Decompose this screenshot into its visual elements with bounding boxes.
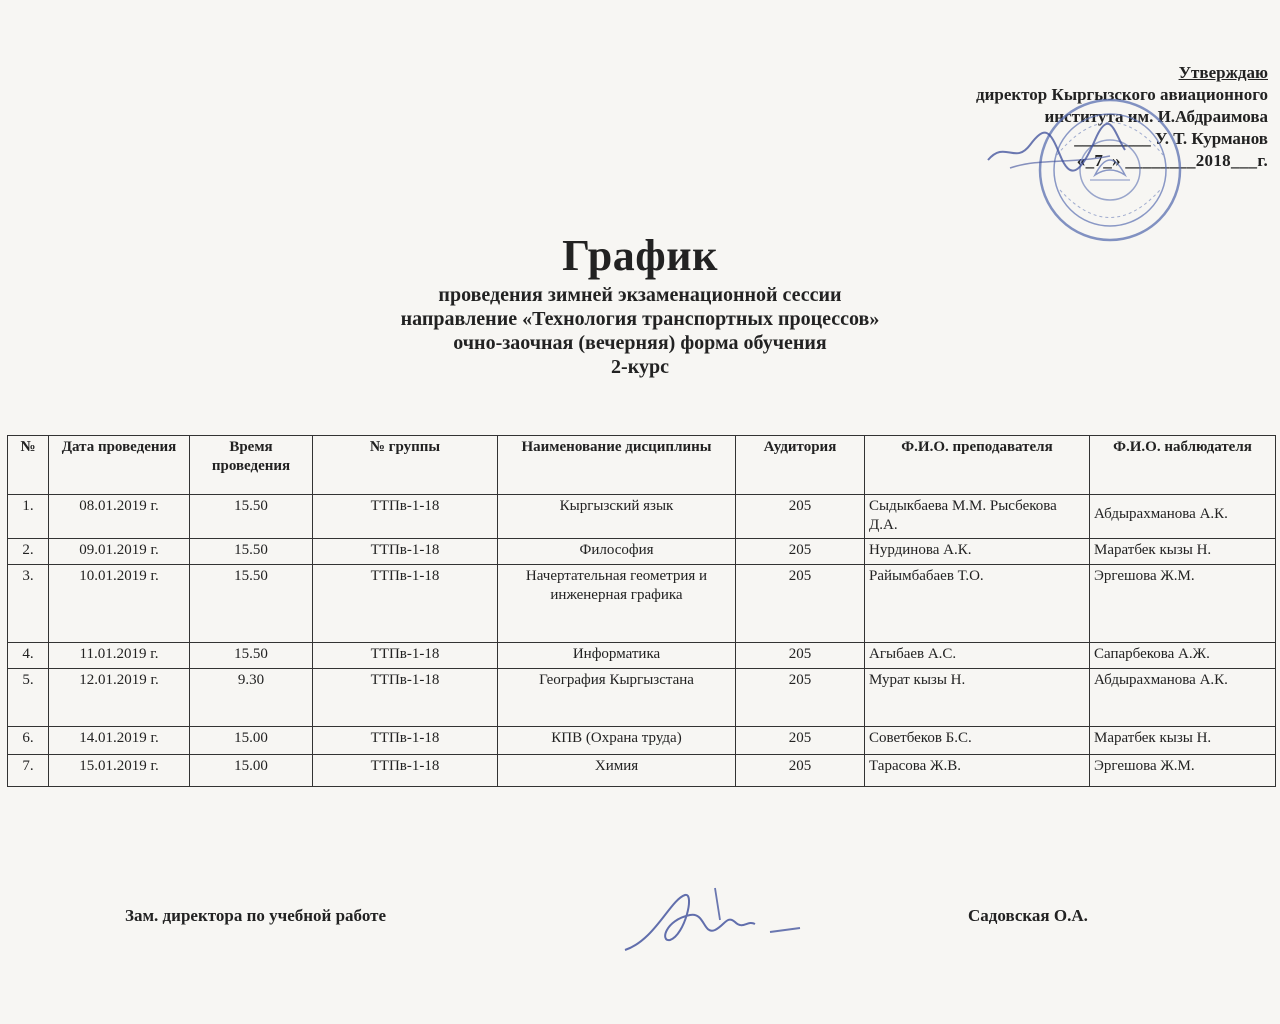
cell-date: 10.01.2019 г. [49,565,190,643]
cell-group: ТТПв-1-18 [313,755,498,787]
cell-room: 205 [736,539,865,565]
director-signature-icon [980,120,1130,180]
cell-discipline: КПВ (Охрана труда) [498,727,736,755]
exam-schedule-table [7,435,1276,787]
approval-date: «_7_» ________2018___г. [1076,151,1268,170]
cell-teacher: Нурдинова А.К. [865,539,1090,565]
cell-date: 12.01.2019 г. [49,669,190,727]
cell-discipline: Философия [498,539,736,565]
cell-teacher: Тарасова Ж.В. [865,755,1090,787]
header-time: Время проведения [190,436,313,495]
cell-number: 7. [8,755,49,787]
table-row [8,669,1276,727]
cell-observer: Эргешова Ж.М. [1090,755,1276,787]
header-room: Аудитория [736,436,865,495]
cell-observer: Маратбек кызы Н. [1090,727,1276,755]
approval-director-name: _________ У. Т. Курманов [1074,129,1268,148]
footer-name: Садовская О.А. [968,906,1088,925]
cell-group: ТТПв-1-18 [313,565,498,643]
cell-time: 15.00 [190,755,313,787]
cell-teacher: Агыбаев А.С. [865,643,1090,669]
cell-observer: Маратбек кызы Н. [1090,539,1276,565]
cell-observer: Абдырахманова А.К. [1090,495,1276,539]
cell-number: 2. [8,539,49,565]
subtitle-study-form: очно-заочная (вечерняя) форма обучения [453,332,827,354]
cell-date: 09.01.2019 г. [49,539,190,565]
cell-teacher: Советбеков Б.С. [865,727,1090,755]
cell-room: 205 [736,565,865,643]
cell-observer: Эргешова Ж.М. [1090,565,1276,643]
header-observer: Ф.И.О. наблюдателя [1090,436,1276,495]
approval-heading: Утверждаю [1178,63,1268,82]
subtitle-session: проведения зимней экзаменационной сессии [438,284,842,306]
cell-time: 15.50 [190,539,313,565]
cell-discipline: Информатика [498,643,736,669]
cell-date: 15.01.2019 г. [49,755,190,787]
cell-time: 15.50 [190,565,313,643]
table-header-row [8,436,1276,495]
header-date: Дата проведения [49,436,190,495]
cell-date: 11.01.2019 г. [49,643,190,669]
cell-discipline: Начертательная геометрия и инженерная графика [498,565,736,643]
cell-teacher: Мурат кызы Н. [865,669,1090,727]
footer-position: Зам. директора по учебной работе [125,906,386,925]
cell-time: 9.30 [190,669,313,727]
header-teacher: Ф.И.О. преподавателя [865,436,1090,495]
subtitle-direction: направление «Технология транспортных процессов» [400,308,880,330]
cell-time: 15.00 [190,727,313,755]
cell-teacher: Сыдыкбаева М.М. Рысбекова Д.А. [865,495,1090,539]
header-discipline: Наименование дисциплины [498,436,736,495]
subtitle-course: 2-курс [611,356,669,378]
deputy-signature-icon [615,880,805,960]
cell-room: 205 [736,495,865,539]
cell-date: 14.01.2019 г. [49,727,190,755]
cell-room: 205 [736,643,865,669]
cell-discipline: Кыргызский язык [498,495,736,539]
cell-room: 205 [736,727,865,755]
cell-discipline: География Кыргызстана [498,669,736,727]
document-title: График [562,231,718,280]
header-group: № группы [313,436,498,495]
cell-group: ТТПв-1-18 [313,669,498,727]
cell-observer: Абдырахманова А.К. [1090,669,1276,727]
cell-group: ТТПв-1-18 [313,495,498,539]
cell-group: ТТПв-1-18 [313,643,498,669]
cell-number: 1. [8,495,49,539]
cell-discipline: Химия [498,755,736,787]
header-number: № [8,436,49,495]
cell-room: 205 [736,669,865,727]
cell-number: 5. [8,669,49,727]
table-row [8,539,1276,565]
approval-institute-name: института им. И.Абдраимова [1044,107,1268,126]
cell-group: ТТПв-1-18 [313,539,498,565]
table-row [8,643,1276,669]
table-row [8,565,1276,643]
cell-number: 4. [8,643,49,669]
document-subtitle [0,283,1280,379]
cell-teacher: Райымбабаев Т.О. [865,565,1090,643]
cell-observer: Сапарбекова А.Ж. [1090,643,1276,669]
cell-number: 6. [8,727,49,755]
approval-director-title: директор Кыргызского авиационного [975,85,1268,104]
cell-room: 205 [736,755,865,787]
cell-date: 08.01.2019 г. [49,495,190,539]
cell-group: ТТПв-1-18 [313,727,498,755]
table-row [8,755,1276,787]
cell-number: 3. [8,565,49,643]
table-row [8,727,1276,755]
cell-time: 15.50 [190,643,313,669]
table-row [8,495,1276,539]
cell-time: 15.50 [190,495,313,539]
